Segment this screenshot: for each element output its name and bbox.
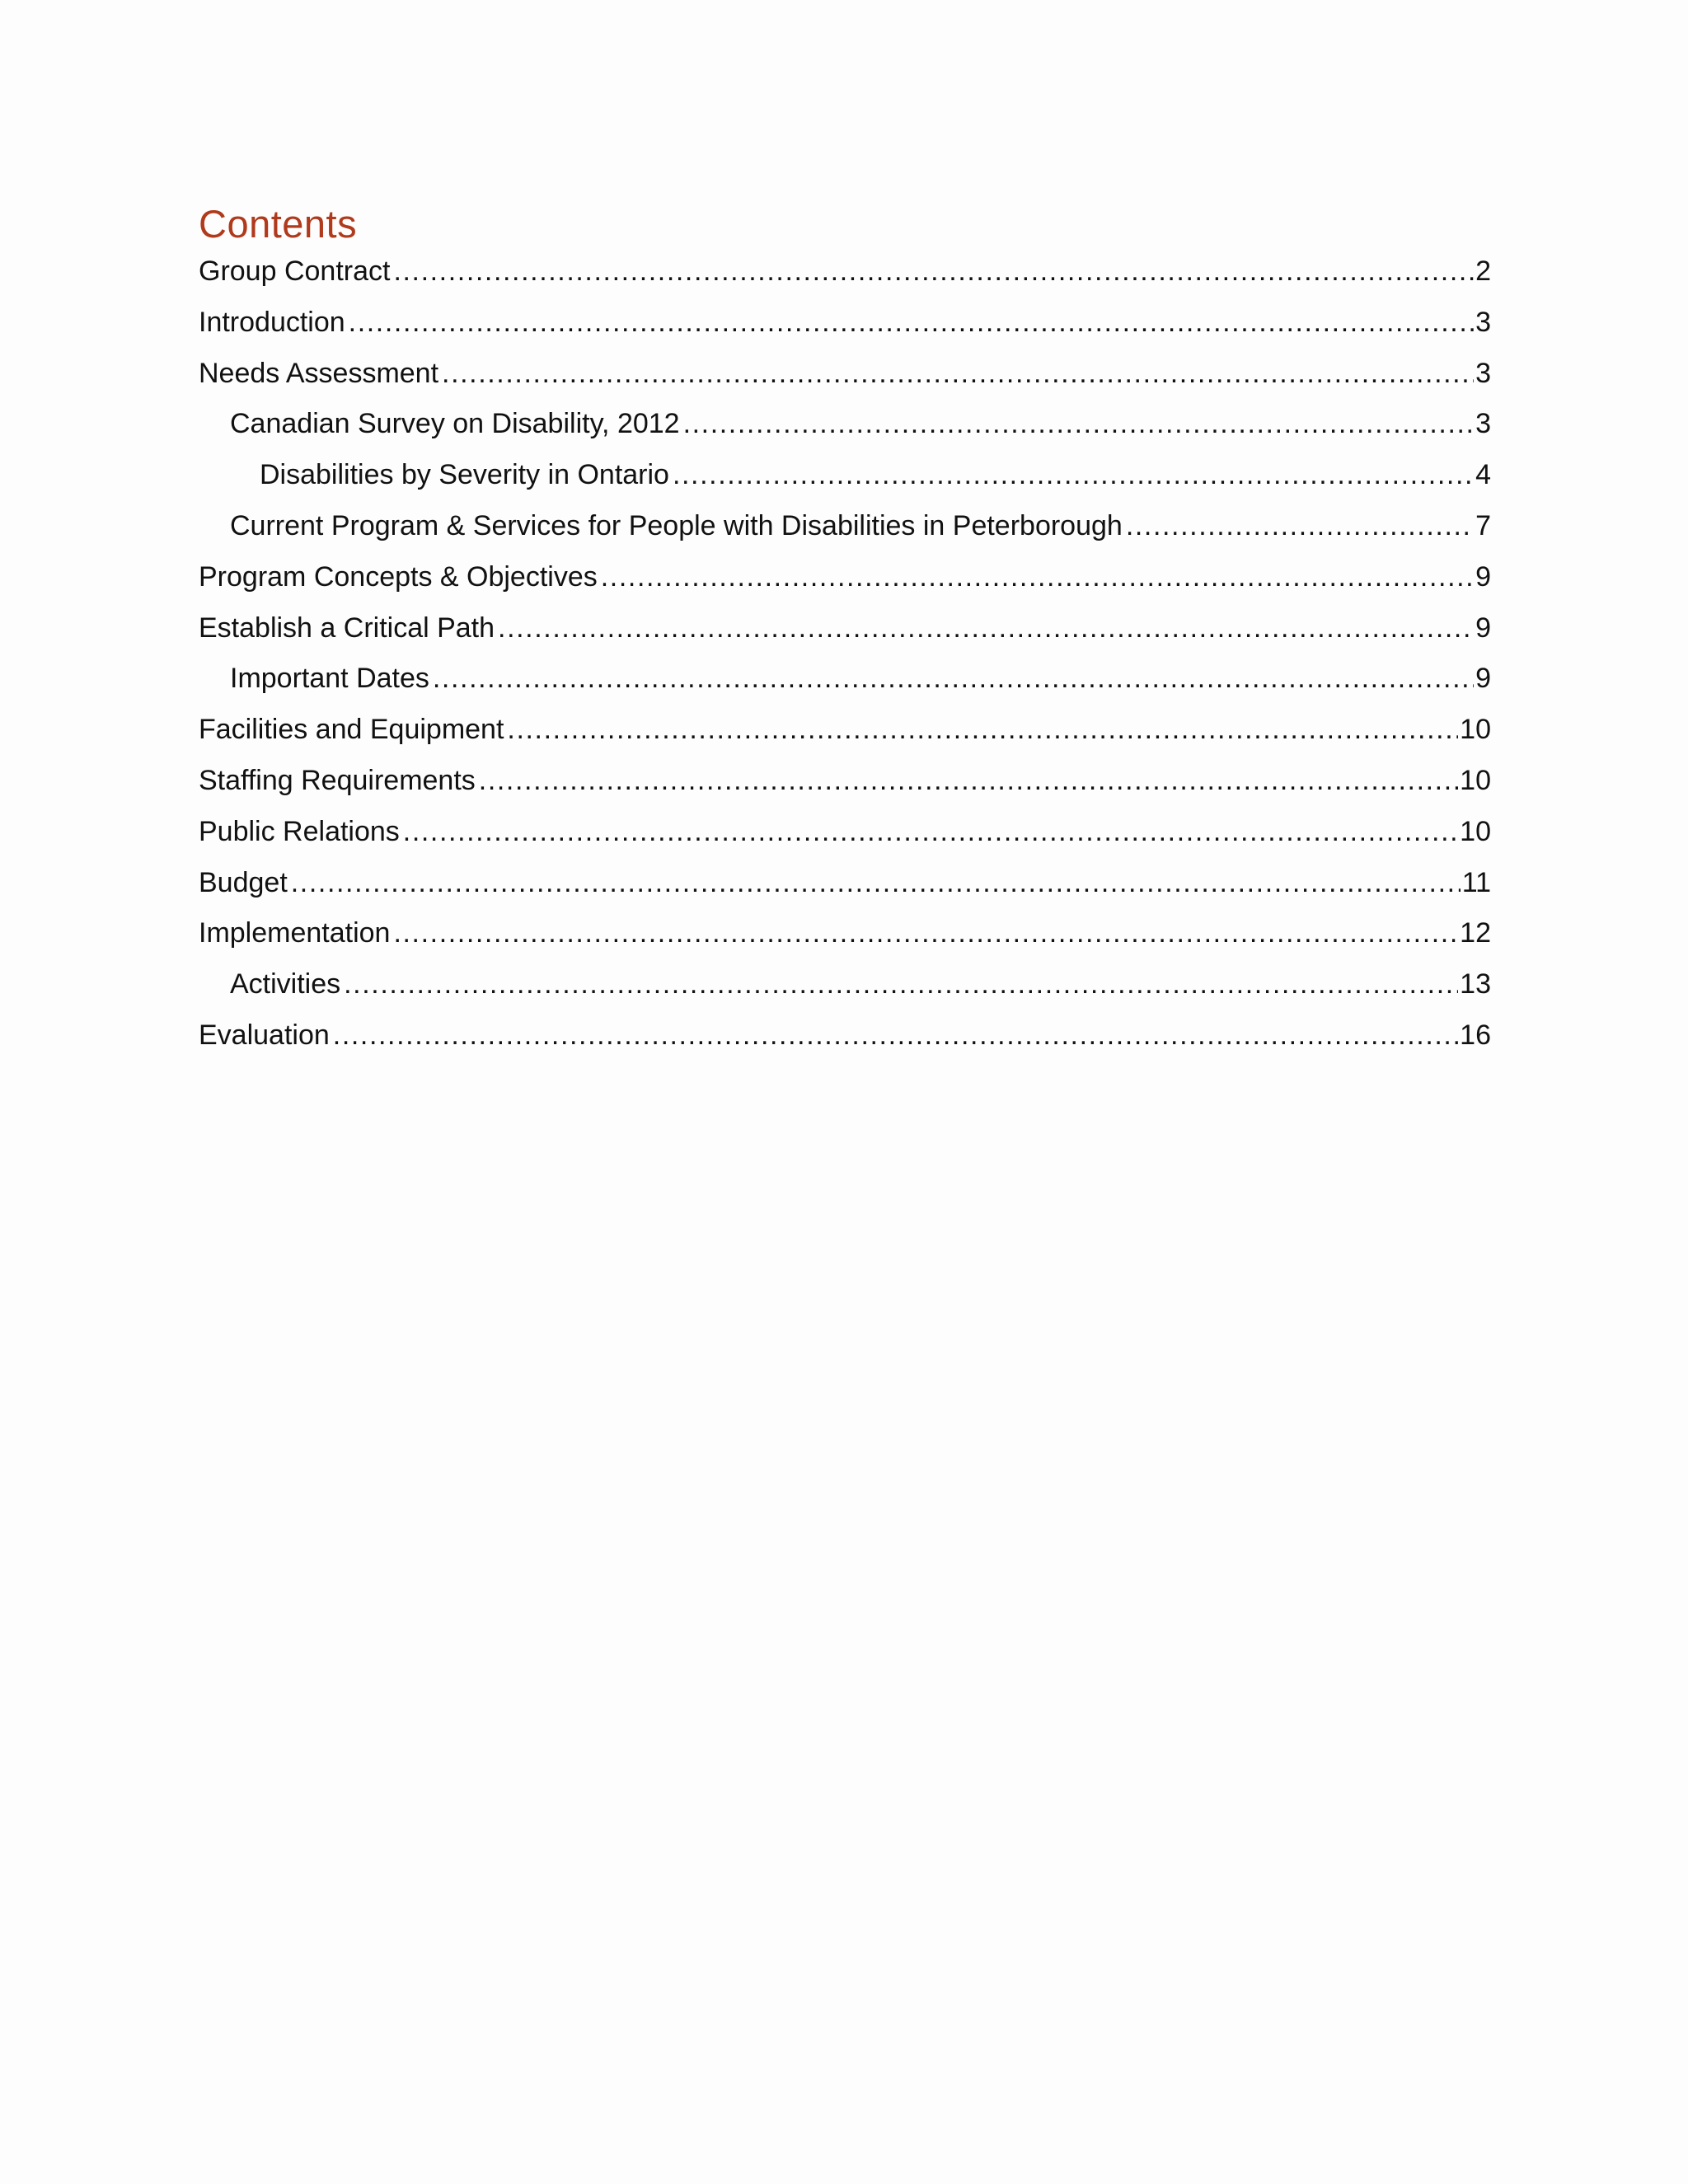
toc-leader-dots (442, 358, 1474, 390)
toc-entry-label: Activities (230, 968, 341, 1001)
toc-entry-page: 3 (1475, 408, 1491, 440)
toc-entry-label: Staffing Requirements (199, 764, 476, 796)
toc-leader-dots (1126, 510, 1474, 542)
toc-leader-dots (333, 1019, 1458, 1052)
toc-entry-label: Program Concepts & Objectives (199, 560, 598, 593)
toc-entry-critical-path[interactable] (199, 612, 1491, 663)
toc-entry-label: Public Relations (199, 815, 400, 847)
toc-entry-current-program-services[interactable] (199, 510, 1491, 561)
toc-entry-label: Implementation (199, 917, 391, 949)
toc-leader-dots (393, 255, 1474, 288)
toc-entry-introduction[interactable] (199, 307, 1491, 358)
toc-entry-canadian-survey[interactable] (199, 408, 1491, 459)
toc-leader-dots (344, 968, 1458, 1001)
toc-leader-dots (291, 867, 1461, 899)
toc-entry-disabilities-by-severity[interactable] (199, 459, 1491, 510)
toc-entry-label: Establish a Critical Path (199, 612, 495, 644)
toc-entry-page: 9 (1475, 663, 1491, 695)
toc-entry-label: Introduction (199, 306, 345, 338)
toc-entry-public-relations[interactable] (199, 816, 1491, 867)
toc-entry-important-dates[interactable] (199, 663, 1491, 714)
toc-entry-implementation[interactable] (199, 917, 1491, 968)
toc-entry-budget[interactable] (199, 867, 1491, 918)
toc-leader-dots (601, 561, 1474, 593)
toc-entry-page: 13 (1460, 968, 1491, 1001)
toc-entry-needs-assessment[interactable] (199, 358, 1491, 409)
toc-title: Contents (199, 202, 358, 246)
toc-entry-facilities-equipment[interactable] (199, 714, 1491, 765)
toc-entry-page: 12 (1460, 917, 1491, 949)
toc-entry-label: Group Contract (199, 255, 391, 287)
toc-entry-evaluation[interactable] (199, 1019, 1491, 1071)
toc-entry-page: 10 (1460, 815, 1491, 847)
toc-entry-page: 2 (1475, 255, 1491, 287)
toc-entry-page: 4 (1475, 459, 1491, 491)
toc-entry-activities[interactable] (199, 968, 1491, 1019)
toc-leader-dots (507, 714, 1458, 746)
toc-entry-page: 16 (1460, 1019, 1491, 1051)
toc-entry-label: Facilities and Equipment (199, 714, 504, 746)
toc-entry-label: Important Dates (230, 663, 429, 695)
toc-entry-label: Current Program & Services for People with Disabilities in Peterborough (230, 509, 1123, 541)
toc-entry-page: 3 (1475, 357, 1491, 389)
table-of-contents (199, 198, 1491, 1071)
toc-leader-dots (433, 663, 1474, 695)
toc-entry-page: 9 (1475, 560, 1491, 593)
toc-leader-dots (479, 765, 1458, 797)
toc-leader-dots (673, 459, 1474, 491)
toc-leader-dots (403, 816, 1458, 848)
toc-entry-page: 9 (1475, 612, 1491, 644)
toc-leader-dots (498, 612, 1474, 644)
toc-entry-page: 11 (1461, 866, 1491, 898)
toc-entry-page: 10 (1460, 714, 1491, 746)
toc-entry-page: 3 (1475, 306, 1491, 338)
toc-entry-page: 10 (1460, 764, 1491, 796)
toc-entry-group-contract[interactable] (199, 255, 1491, 307)
toc-entry-label: Needs Assessment (199, 357, 439, 389)
toc-entry-page: 7 (1475, 509, 1491, 541)
toc-entry-label: Budget (199, 866, 288, 898)
toc-leader-dots (349, 307, 1474, 339)
toc-entry-label: Evaluation (199, 1019, 330, 1051)
toc-entry-program-concepts[interactable] (199, 561, 1491, 612)
toc-entry-staffing-requirements[interactable] (199, 765, 1491, 816)
toc-leader-dots (683, 408, 1475, 440)
toc-entry-label: Canadian Survey on Disability, 2012 (230, 408, 680, 440)
toc-entry-label: Disabilities by Severity in Ontario (260, 459, 669, 491)
toc-leader-dots (393, 917, 1458, 949)
